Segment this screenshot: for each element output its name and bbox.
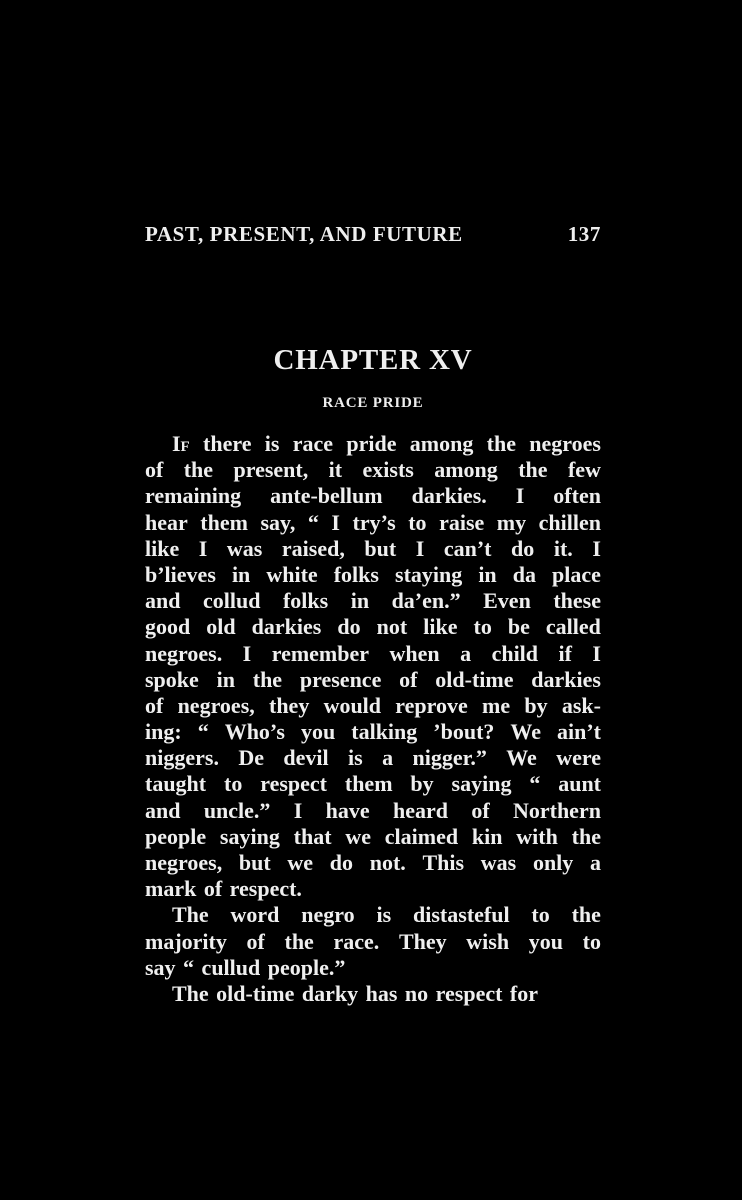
text-line: negroes. I remember when a child if I	[145, 640, 601, 666]
text-line: remaining ante-bellum darkies. I often	[145, 483, 601, 509]
text-line: The old-time darky has no respect for	[172, 980, 539, 1006]
text-line: like I was raised, but I can’t do it. I	[145, 535, 601, 561]
text-line: majority of the race. They wish you to	[145, 928, 601, 954]
body-text	[145, 431, 601, 1007]
text-line: taught to respect them by saying “ aunt	[145, 771, 601, 797]
paragraph	[145, 431, 601, 902]
text-line: say “ cullud people.”	[145, 954, 346, 980]
chapter-subtitle: RACE PRIDE	[322, 395, 424, 411]
text-line: of negroes, they would reprove me by ask-	[145, 692, 601, 718]
chapter-title: CHAPTER XV	[273, 344, 473, 376]
running-title: PAST, PRESENT, AND FUTURE	[145, 222, 463, 246]
running-head	[145, 222, 601, 252]
text-line: and uncle.” I have heard of Northern	[145, 797, 601, 823]
text-line: good old darkies do not like to be called	[145, 614, 601, 640]
paragraph	[145, 902, 601, 981]
text-line: The word negro is distasteful to the	[172, 902, 601, 928]
text-line: niggers. De devil is a nigger.” We were	[145, 745, 601, 771]
text-line: If there is race pride among the negroes	[172, 431, 601, 456]
text-line: and collud folks in da’en.” Even these	[145, 588, 601, 614]
text-line: people saying that we claimed kin with the	[145, 823, 601, 849]
text-line: negroes, but we do not. This was only a	[145, 850, 601, 875]
text-line: of the present, it exists among the few	[145, 457, 601, 483]
text-line: hear them say, “ I try’s to raise my chillen	[145, 509, 601, 535]
text-line: b’lieves in white folks staying in da place	[145, 561, 601, 587]
text-line: spoke in the presence of old-time darkies	[145, 666, 601, 692]
text-line: mark of respect.	[145, 876, 302, 902]
paragraph	[145, 981, 601, 1007]
text-line: ing: “ Who’s you talking ’bout? We ain’t	[145, 719, 601, 745]
page-number: 137	[567, 222, 601, 246]
